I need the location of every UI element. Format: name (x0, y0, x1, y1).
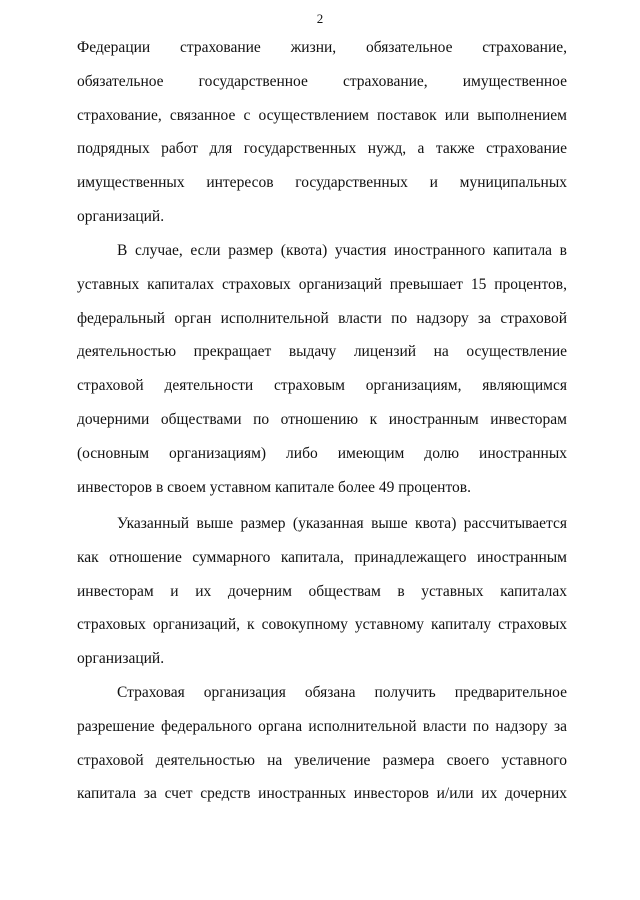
text-line: страхование, связанное с осуществлением поставок или выполнением (77, 106, 567, 124)
text-line: имущественных интересов государственных и муниципальных (77, 174, 567, 192)
text-line: организаций. (77, 207, 165, 225)
text-line: капитала за счет средств иностранных инвесторов и/или их дочерних (77, 785, 567, 803)
text-line: организаций. (77, 650, 165, 668)
text-line: Федерации страхование жизни, обязательное страхование, (77, 39, 567, 56)
text-line: как отношение суммарного капитала, принадлежащего иностранным (77, 548, 567, 566)
text-line: деятельностью прекращает выдачу лицензий на осуществление (77, 343, 567, 361)
text-line: страховых организаций, к совокупному уставному капиталу страховых (77, 616, 567, 634)
paragraph-3 (77, 507, 567, 676)
text-line: инвесторов в своем уставном капитале более 49 процентов. (77, 478, 471, 496)
paragraph-2 (77, 234, 567, 504)
paragraph-1 (77, 31, 567, 234)
text-line: страховой деятельности страховым организациям, являющимся (77, 377, 567, 395)
paragraph-4 (77, 676, 567, 811)
text-line: федеральный орган исполнительной власти по надзору за страховой (77, 309, 567, 327)
text-line: обязательное государственное страхование, имущественное (77, 72, 567, 90)
text-line: подрядных работ для государственных нужд, а также страхование (77, 140, 567, 158)
text-line: дочерними обществами по отношению к иностранным инвесторам (77, 410, 567, 428)
page-number: 2 (316, 11, 324, 26)
text-line: (основным организациям) либо имеющим долю иностранных (77, 444, 567, 462)
text-line: Указанный выше размер (указанная выше квота) рассчитывается (117, 515, 567, 532)
text-line: уставных капиталах страховых организаций превышает 15 процентов, (77, 275, 567, 293)
text-line: Страховая организация обязана получить предварительное (117, 684, 567, 701)
text-line: В случае, если размер (квота) участия иностранного капитала в (117, 242, 567, 259)
text-line: инвесторам и их дочерним обществам в уставных капиталах (77, 582, 567, 600)
text-line: разрешение федерального органа исполнительной власти по надзору за (77, 717, 567, 735)
text-line: страховой деятельностью на увеличение размера своего уставного (77, 751, 567, 769)
